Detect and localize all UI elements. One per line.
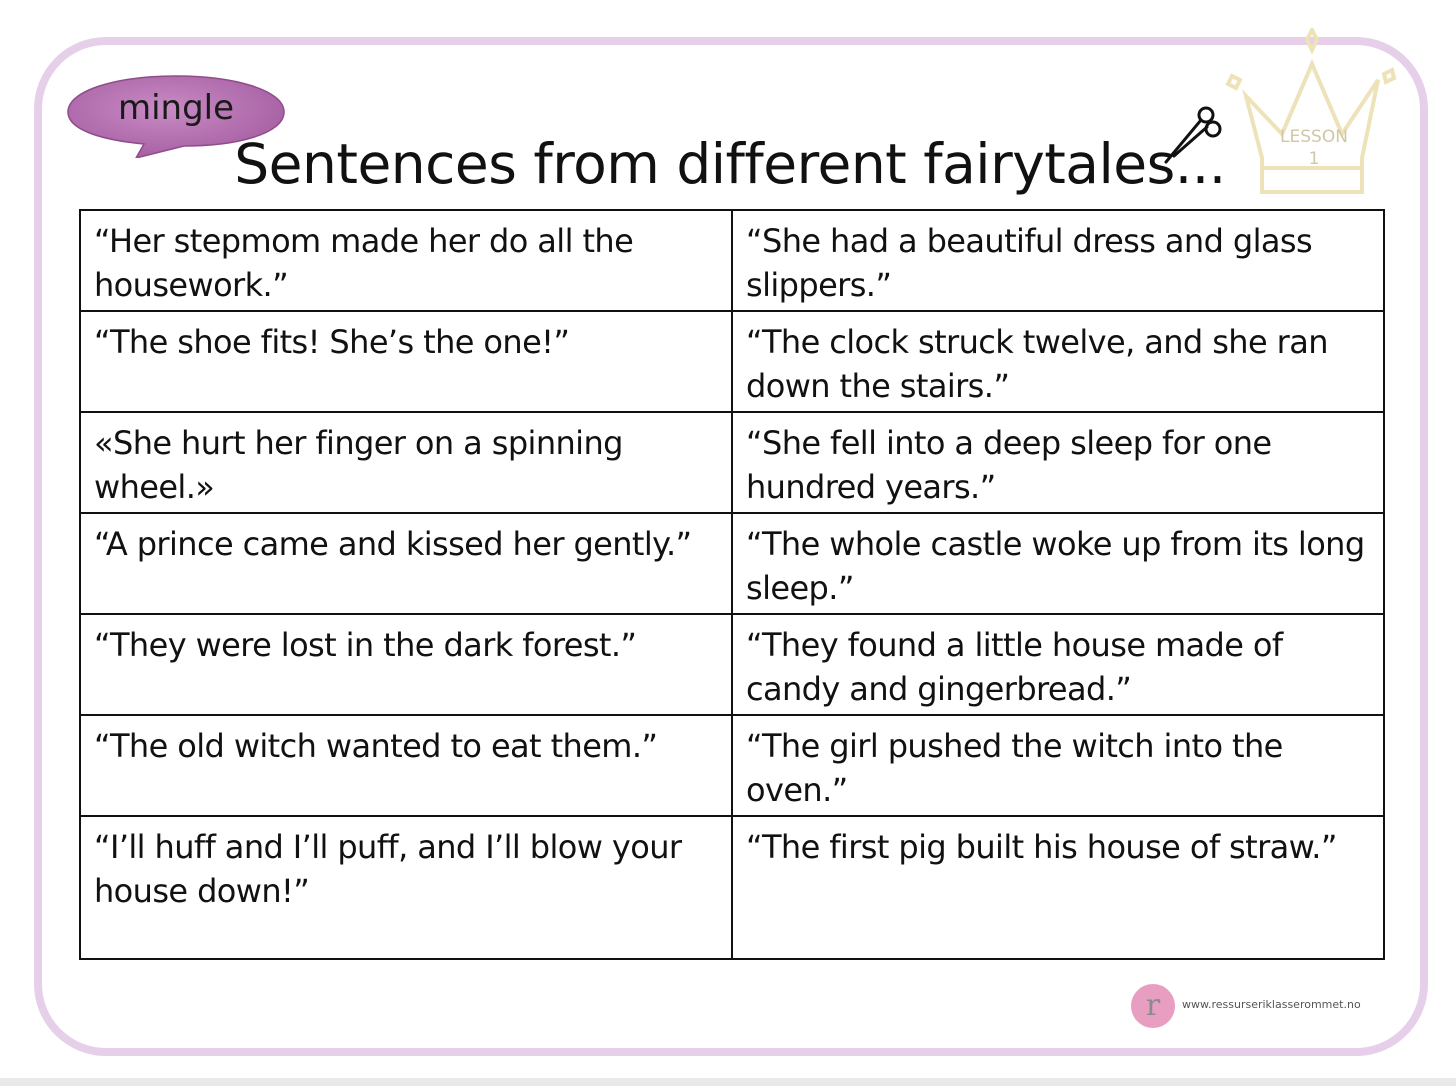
- table-row: [80, 513, 1384, 614]
- sentence-card: “The girl pushed the witch into the oven.”: [732, 715, 1384, 816]
- lesson-number: 1: [1308, 149, 1320, 169]
- table-row: [80, 816, 1384, 959]
- sentence-card: «She hurt her finger on a spinning wheel.»: [80, 412, 732, 513]
- logo-letter: r: [1145, 988, 1161, 1023]
- sentence-card: “The clock struck twelve, and she ran down the stairs.”: [732, 311, 1384, 412]
- bottom-strip: [0, 1078, 1456, 1086]
- crown-icon: [1222, 28, 1402, 200]
- table-row: [80, 412, 1384, 513]
- page-title: Sentences from different fairytales...: [234, 132, 1226, 196]
- scissors-icon: [1158, 100, 1226, 168]
- lesson-word: LESSON: [1280, 127, 1348, 147]
- sentence-card: “The old witch wanted to eat them.”: [80, 715, 732, 816]
- table-row: [80, 311, 1384, 412]
- sentence-card: “She fell into a deep sleep for one hundred years.”: [732, 412, 1384, 513]
- table-row: [80, 715, 1384, 816]
- site-url-link[interactable]: www.ressurseriklasserommet.no: [1182, 998, 1361, 1011]
- sentence-card: “I’ll huff and I’ll puff, and I’ll blow your house down!”: [80, 816, 732, 959]
- sentences-table: [79, 209, 1385, 960]
- table-row: [80, 614, 1384, 715]
- table-row: [80, 210, 1384, 311]
- sentence-card: “They were lost in the dark forest.”: [80, 614, 732, 715]
- sentence-card: “She had a beautiful dress and glass slippers.”: [732, 210, 1384, 311]
- badge-label: mingle: [117, 88, 235, 128]
- sentence-card: “The whole castle woke up from its long sleep.”: [732, 513, 1384, 614]
- sentence-card: “The shoe fits! She’s the one!”: [80, 311, 732, 412]
- sentence-card: “Her stepmom made her do all the housework.”: [80, 210, 732, 311]
- lesson-label: [1256, 126, 1372, 170]
- site-logo[interactable]: [1131, 984, 1175, 1028]
- sentence-card: “The first pig built his house of straw.”: [732, 816, 1384, 959]
- sentence-card: “A prince came and kissed her gently.”: [80, 513, 732, 614]
- sentence-card: “They found a little house made of candy and gingerbread.”: [732, 614, 1384, 715]
